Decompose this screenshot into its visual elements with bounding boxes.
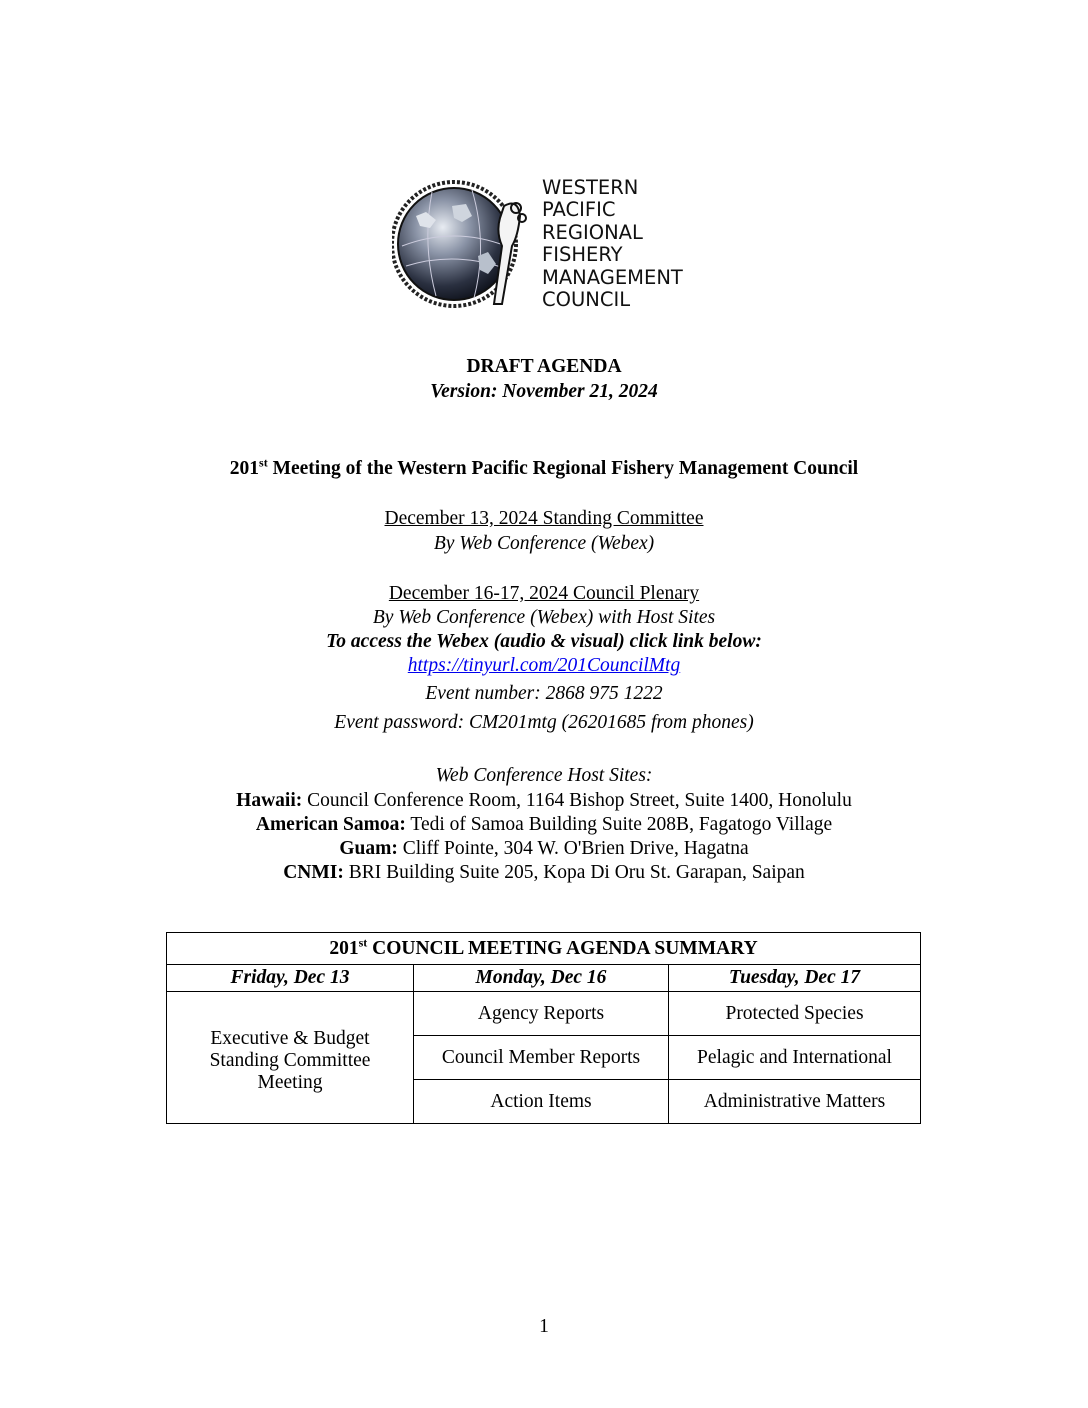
host-site-american-samoa xyxy=(0,814,1088,836)
plenary-venue: By Web Conference (Webex) with Host Sites xyxy=(372,607,716,628)
logo-line: MANAGEMENT xyxy=(542,265,683,289)
plenary-date-text: December 16-17, 2024 Council Plenary xyxy=(388,583,700,604)
tuesday-item: Protected Species xyxy=(669,992,921,1036)
logo-line: FISHERY xyxy=(542,243,623,267)
event-password: Event password: CM201mtg (26201685 from phones) xyxy=(334,712,754,733)
host-site-label: American Samoa: xyxy=(255,814,406,835)
logo-line: COUNCIL xyxy=(542,288,631,312)
host-site-label: Guam: xyxy=(339,838,398,859)
page-number: 1 xyxy=(539,1316,549,1337)
table-header-row xyxy=(167,965,921,992)
host-site-text: Cliff Pointe, 304 W. O'Brien Drive, Hagatna xyxy=(397,838,749,859)
webex-link[interactable]: https://tinyurl.com/201CouncilMtg xyxy=(407,655,681,676)
table-title-rest: COUNCIL MEETING AGENDA SUMMARY xyxy=(367,937,758,959)
standing-committee-date-text: December 13, 2024 Standing Committee xyxy=(384,508,704,529)
logo-line: PACIFIC xyxy=(542,198,616,222)
logo-line: WESTERN xyxy=(542,176,639,199)
event-number: Event number: 2868 975 1222 xyxy=(425,683,663,704)
host-site-label: Hawaii: xyxy=(236,790,303,811)
host-site-label: CNMI: xyxy=(283,862,344,883)
host-site-hawaii xyxy=(0,790,1088,812)
document-title: DRAFT AGENDA xyxy=(466,356,622,377)
tuesday-item: Pelagic and International xyxy=(669,1036,921,1080)
tuesday-item: Administrative Matters xyxy=(669,1080,921,1124)
host-site-text: BRI Building Suite 205, Kopa Di Oru St. Garapan, Saipan xyxy=(343,862,805,883)
monday-item: Action Items xyxy=(414,1080,669,1124)
globe-emblem-icon xyxy=(392,176,532,316)
friday-item-line: Standing Committee xyxy=(209,1049,371,1071)
host-site-text: Council Conference Room, 1164 Bishop Street, Suite 1400, Honolulu xyxy=(302,790,852,811)
table-title-number: 201 xyxy=(329,937,359,959)
meeting-title-rest: Meeting of the Western Pacific Regional Fishery Management Council xyxy=(267,458,859,479)
table-title-suffix: st xyxy=(358,935,368,949)
council-logo xyxy=(392,176,712,316)
day-header-friday: Friday, Dec 13 xyxy=(167,965,414,992)
document-version: Version: November 21, 2024 xyxy=(430,381,658,402)
logo-line: REGIONAL xyxy=(542,220,643,244)
meeting-title xyxy=(0,455,1088,480)
host-site-guam xyxy=(0,838,1088,860)
plenary-date xyxy=(0,583,1088,605)
logo-wordmark xyxy=(542,177,683,311)
webex-link-row xyxy=(0,655,1088,677)
standing-committee-date xyxy=(0,508,1088,530)
webex-access-note: To access the Webex (audio & visual) click link below: xyxy=(326,631,762,652)
day-header-tuesday: Tuesday, Dec 17 xyxy=(669,965,921,992)
meeting-number: 201 xyxy=(229,458,260,479)
monday-item: Agency Reports xyxy=(414,992,669,1036)
monday-item: Council Member Reports xyxy=(414,1036,669,1080)
table-title-row xyxy=(167,933,921,965)
host-site-cnmi xyxy=(0,862,1088,884)
friday-item-line: Executive & Budget xyxy=(210,1027,370,1049)
table-row xyxy=(167,992,921,1036)
friday-cell xyxy=(167,992,414,1124)
meeting-number-suffix: st xyxy=(259,455,268,470)
agenda-summary-table xyxy=(166,932,921,1124)
standing-committee-venue: By Web Conference (Webex) xyxy=(433,533,655,554)
day-header-monday: Monday, Dec 16 xyxy=(414,965,669,992)
host-site-text: Tedi of Samoa Building Suite 208B, Fagatogo Village xyxy=(405,814,833,835)
host-sites-heading: Web Conference Host Sites: xyxy=(435,765,653,786)
friday-item-line: Meeting xyxy=(257,1071,323,1093)
table-title xyxy=(167,933,921,965)
